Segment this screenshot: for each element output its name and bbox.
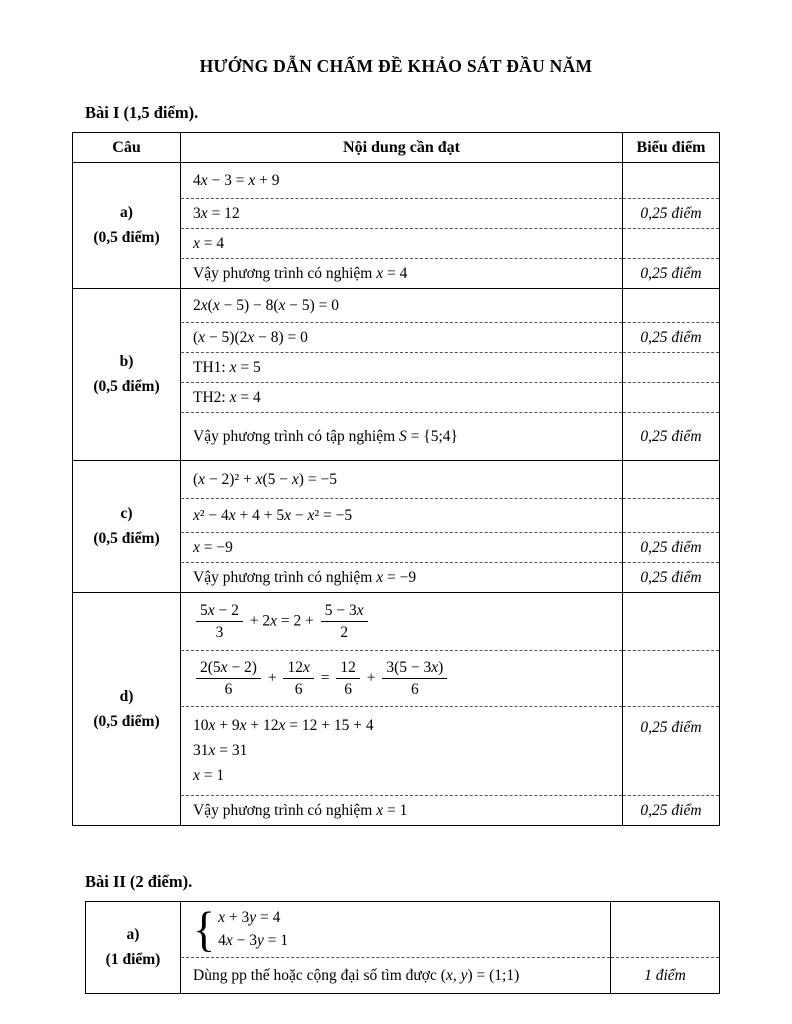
math-expression: x = 4: [376, 264, 408, 282]
system-equations: [218, 909, 288, 950]
math-expression: 2x(x − 5) − 8(x − 5) = 0: [193, 296, 340, 314]
content-cell: [181, 593, 623, 651]
fraction-denominator: 2: [340, 624, 349, 641]
statement-text: TH1:: [193, 358, 230, 376]
score-value: 0,25 điểm: [640, 427, 702, 445]
table-row: [73, 163, 720, 199]
content-cell: [181, 499, 623, 533]
math-expression: x² − 4x + 4 + 5x − x² = −5: [193, 506, 353, 524]
part-label: b): [119, 353, 134, 370]
statement-text: TH2:: [193, 388, 230, 406]
fraction-denominator: 6: [344, 681, 352, 698]
score-value: 0,25 điểm: [640, 328, 702, 346]
score-value: 0,25 điểm: [640, 538, 702, 556]
fraction: [321, 601, 368, 643]
math-expression: x = 4: [229, 388, 261, 406]
fraction: [382, 658, 447, 700]
fraction-numerator: 2(5x − 2): [196, 658, 261, 679]
math-expression: 3x = 12: [193, 204, 240, 222]
table-row: [73, 461, 720, 499]
part-score-label: (0,5 điểm): [93, 229, 160, 246]
left-brace-icon: {: [193, 902, 216, 957]
content-cell: [181, 958, 611, 994]
fraction-numerator: 12x: [283, 658, 313, 679]
math-expression: x = −9: [193, 538, 233, 556]
fraction-numerator: 3(5 − 3x): [382, 658, 447, 679]
fraction-numerator: 5 − 3x: [321, 601, 368, 622]
math-expression: x = 1: [193, 767, 225, 785]
math-expression: 31x = 31: [193, 742, 248, 760]
math-expression: 4x − 3 = x + 9: [193, 171, 280, 189]
table-row: [73, 289, 720, 323]
math-expression: x = 1: [376, 801, 408, 819]
rubric-table-2: [85, 901, 720, 994]
score-cell: [623, 413, 720, 461]
fraction: [336, 658, 360, 700]
part-a-cell: [73, 163, 181, 289]
part-score-label: (0,5 điểm): [93, 530, 160, 547]
score-cell: [623, 461, 720, 499]
fraction-denominator: 3: [215, 624, 224, 641]
math-expression: + 2x = 2 +: [245, 612, 318, 630]
content-cell: [181, 651, 623, 707]
col-header-bieudiem: Biểu điểm: [623, 133, 720, 163]
document-title: HƯỚNG DẪN CHẤM ĐỀ KHẢO SÁT ĐẦU NĂM: [199, 56, 593, 76]
fraction-denominator: 6: [410, 681, 419, 698]
score-cell: [623, 353, 720, 383]
part-score-label: (0,5 điểm): [93, 712, 160, 730]
fraction: [196, 658, 261, 700]
table-row: [73, 593, 720, 651]
table-row: [86, 958, 720, 994]
content-cell: [181, 533, 623, 563]
score-value: 1 điểm: [644, 966, 686, 984]
statement-text: Vậy phương trình có nghiệm: [193, 801, 377, 819]
content-cell: [181, 413, 623, 461]
math-expression: 10x + 9x + 12x = 12 + 15 + 4: [193, 717, 374, 734]
content-cell: [181, 461, 623, 499]
score-cell: [623, 323, 720, 353]
math-expression: (x − 2)² + x(5 − x) = −5: [193, 470, 337, 488]
content-cell: [181, 902, 611, 958]
content-cell: [181, 323, 623, 353]
fraction-numerator: 12: [336, 658, 360, 679]
statement-text: Dùng pp thế hoặc cộng đại số tìm được: [193, 966, 441, 984]
part-label: d): [119, 687, 134, 705]
part-label: c): [120, 505, 133, 522]
score-cell: [623, 163, 720, 199]
math-expression: +: [263, 669, 281, 687]
score-cell: [623, 289, 720, 323]
part-d-cell: [73, 593, 181, 826]
part-c-cell: [73, 461, 181, 593]
score-cell: [623, 259, 720, 289]
math-expression: +: [362, 669, 380, 687]
col-header-cau: Câu: [73, 133, 181, 163]
score-value: 0,25 điểm: [640, 719, 702, 736]
statement-text: Vậy phương trình có nghiệm: [193, 264, 377, 282]
part-b-cell: [73, 289, 181, 461]
equation-system: [193, 902, 289, 957]
content-cell: [181, 353, 623, 383]
math-expression: S = {5;4}: [399, 427, 458, 445]
part-score-label: (1 điểm): [105, 951, 161, 969]
content-cell: [181, 383, 623, 413]
statement-text: Vậy phương trình có tập nghiệm: [193, 427, 400, 445]
content-cell: [181, 199, 623, 229]
content-cell: [181, 229, 623, 259]
score-value: 0,25 điểm: [640, 801, 702, 819]
col-header-noidung: Nội dung cần đạt: [181, 133, 623, 163]
part-label: a): [126, 926, 140, 944]
part-score-label: (0,5 điểm): [93, 378, 160, 395]
math-expression: x + 3y = 4: [218, 909, 281, 927]
math-expression: =: [316, 669, 334, 687]
math-expression: 4x − 3y = 1: [218, 932, 289, 950]
math-expression: x = 5: [229, 358, 261, 376]
math-expression: (x, y) = (1;1): [440, 966, 520, 984]
math-expression: x = 4: [193, 234, 225, 252]
score-cell: [611, 958, 720, 994]
section2-heading: Bài II (2 điểm).: [85, 872, 193, 892]
content-cell: [181, 259, 623, 289]
part-label: a): [120, 204, 133, 221]
score-cell: [623, 199, 720, 229]
score-cell: [623, 533, 720, 563]
score-cell: [623, 383, 720, 413]
score-cell: [623, 499, 720, 533]
content-cell: [181, 563, 623, 593]
fraction: [283, 658, 313, 700]
score-cell: [623, 229, 720, 259]
section1-heading: Bài I (1,5 điểm).: [85, 103, 199, 122]
score-cell: [623, 796, 720, 826]
score-cell: [623, 707, 720, 796]
part-a2-cell: [86, 902, 181, 994]
content-cell: [181, 163, 623, 199]
rubric-table-1: [72, 132, 720, 826]
score-cell: [623, 651, 720, 707]
score-value: 0,25 điểm: [640, 568, 702, 586]
score-cell: [623, 563, 720, 593]
content-cell: [181, 289, 623, 323]
table-row: [86, 902, 720, 958]
math-expression: x = −9: [376, 568, 417, 586]
fraction-numerator: 5x − 2: [196, 601, 243, 622]
statement-text: Vậy phương trình có nghiệm: [193, 568, 377, 586]
content-cell: [181, 707, 623, 796]
table-header-row: [73, 133, 720, 163]
score-cell: [623, 593, 720, 651]
fraction-denominator: 6: [294, 681, 303, 698]
score-value: 0,25 điểm: [640, 264, 702, 282]
fraction-denominator: 6: [224, 681, 233, 698]
content-cell: [181, 796, 623, 826]
score-cell: [611, 902, 720, 958]
score-value: 0,25 điểm: [640, 204, 702, 222]
fraction: [196, 601, 243, 643]
math-expression: (x − 5)(2x − 8) = 0: [193, 328, 308, 346]
